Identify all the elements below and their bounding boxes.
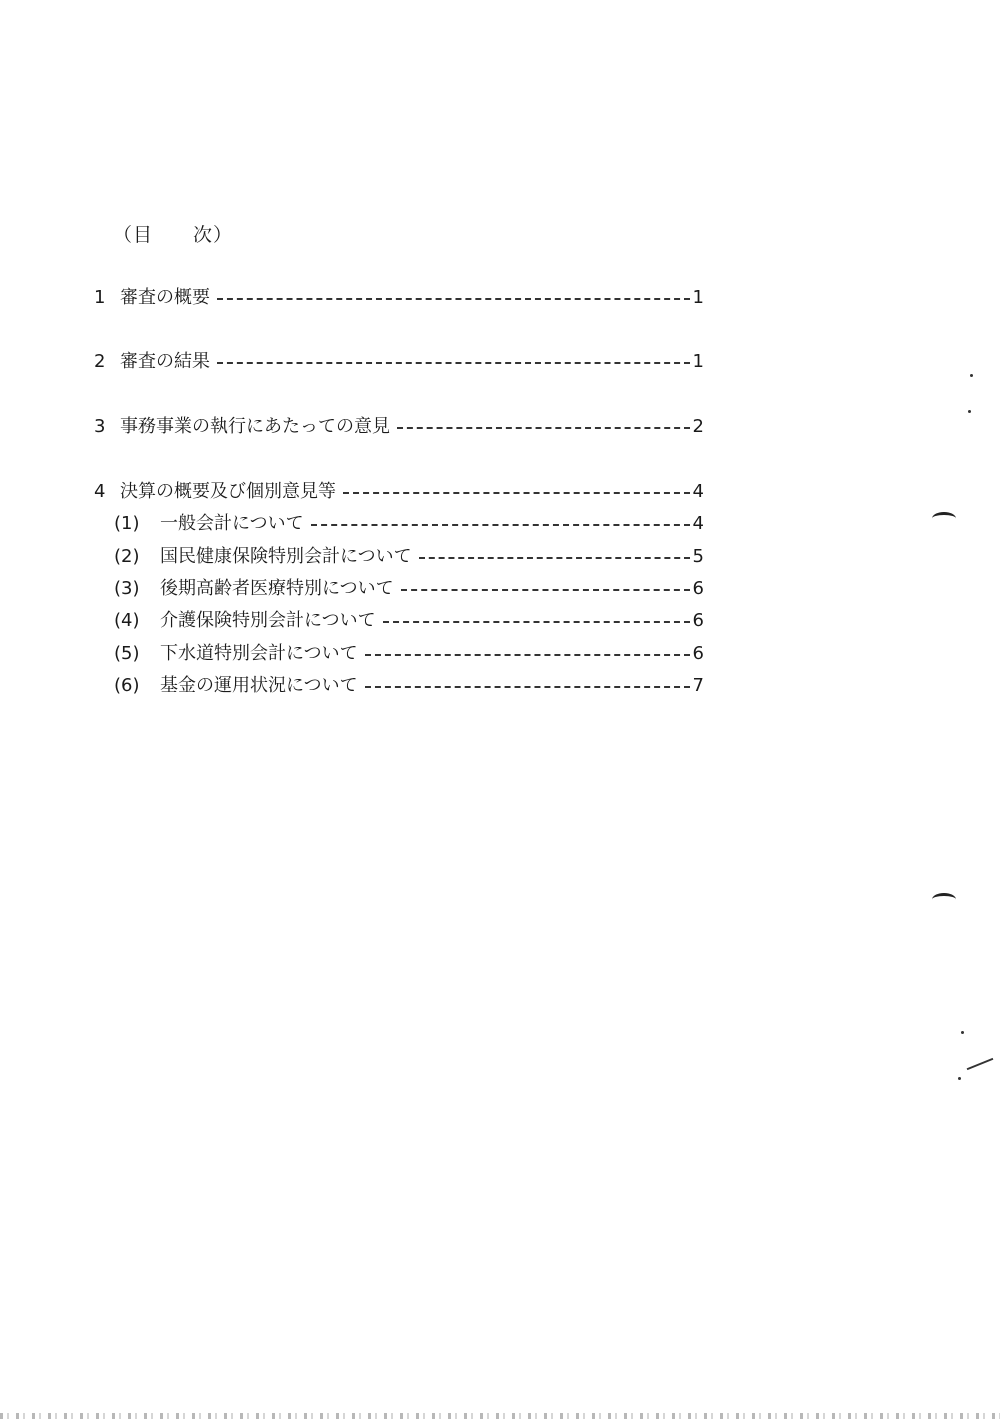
toc-subitem[interactable] [114,510,704,538]
dot-leader [401,589,690,591]
dot-leader [383,621,690,623]
toc-subitem-number: (5) [114,643,140,664]
toc-subitem[interactable] [114,607,704,635]
toc-item-number: 1 [94,287,106,308]
toc-subitem[interactable] [114,672,704,700]
dot-leader [365,686,690,688]
toc-subitem-title: 基金の運用状況について [160,675,358,696]
toc-item-number: 3 [94,416,106,437]
scan-speck [968,410,971,413]
toc-item-title: 審査の結果 [120,351,210,372]
toc-subitem-number: (1) [114,513,140,534]
toc-subitem[interactable] [114,543,704,571]
toc-subitem-page: 4 [692,513,704,534]
toc-item-page: 4 [692,481,704,502]
scan-speck [961,1031,964,1034]
toc-subitem-number: (2) [114,546,140,567]
toc-subitem-title: 介護保険特別会計について [160,610,376,631]
dot-leader [397,427,690,429]
dot-leader [343,492,690,494]
dot-leader [365,654,690,656]
toc-subitem-page: 6 [692,610,704,631]
toc-subitem[interactable] [114,575,704,603]
toc-item-number: 4 [94,481,106,502]
toc-subitem-number: (4) [114,610,140,631]
toc-item-title: 決算の概要及び個別意見等 [120,481,336,502]
toc-subitem-title: 下水道特別会計について [160,643,358,664]
toc-item[interactable] [94,478,704,506]
scan-speck [958,1077,961,1080]
toc-item-page: 1 [692,351,704,372]
scan-stroke [967,1058,994,1070]
toc-item[interactable] [94,413,704,441]
scan-edge-noise [0,1413,1000,1419]
punch-hole-mark [932,512,956,525]
toc-item[interactable] [94,284,704,312]
toc-subitem[interactable] [114,640,704,668]
toc-item-title: 審査の概要 [120,287,210,308]
punch-hole-mark [932,893,956,906]
toc-item-page: 2 [692,416,704,437]
toc-subitem-page: 6 [692,643,704,664]
toc-subitem-page: 5 [692,546,704,567]
dot-leader [217,362,690,364]
dot-leader [419,557,690,559]
toc-subitem-title: 一般会計について [160,513,304,534]
dot-leader [217,298,690,300]
toc-item[interactable] [94,348,704,376]
scan-speck [970,374,973,377]
toc-item-number: 2 [94,351,106,372]
toc-subitem-number: (6) [114,675,140,696]
toc-subitem-page: 6 [692,578,704,599]
toc-subitem-title: 後期高齢者医療特別について [160,578,394,599]
toc-subitem-number: (3) [114,578,140,599]
dot-leader [311,524,690,526]
toc-item-title: 事務事業の執行にあたっての意見 [120,416,390,437]
toc-subitem-title: 国民健康保険特別会計について [160,546,412,567]
toc-heading: （目 次） [113,224,234,246]
toc-item-page: 1 [692,287,704,308]
toc-subitem-page: 7 [692,675,704,696]
